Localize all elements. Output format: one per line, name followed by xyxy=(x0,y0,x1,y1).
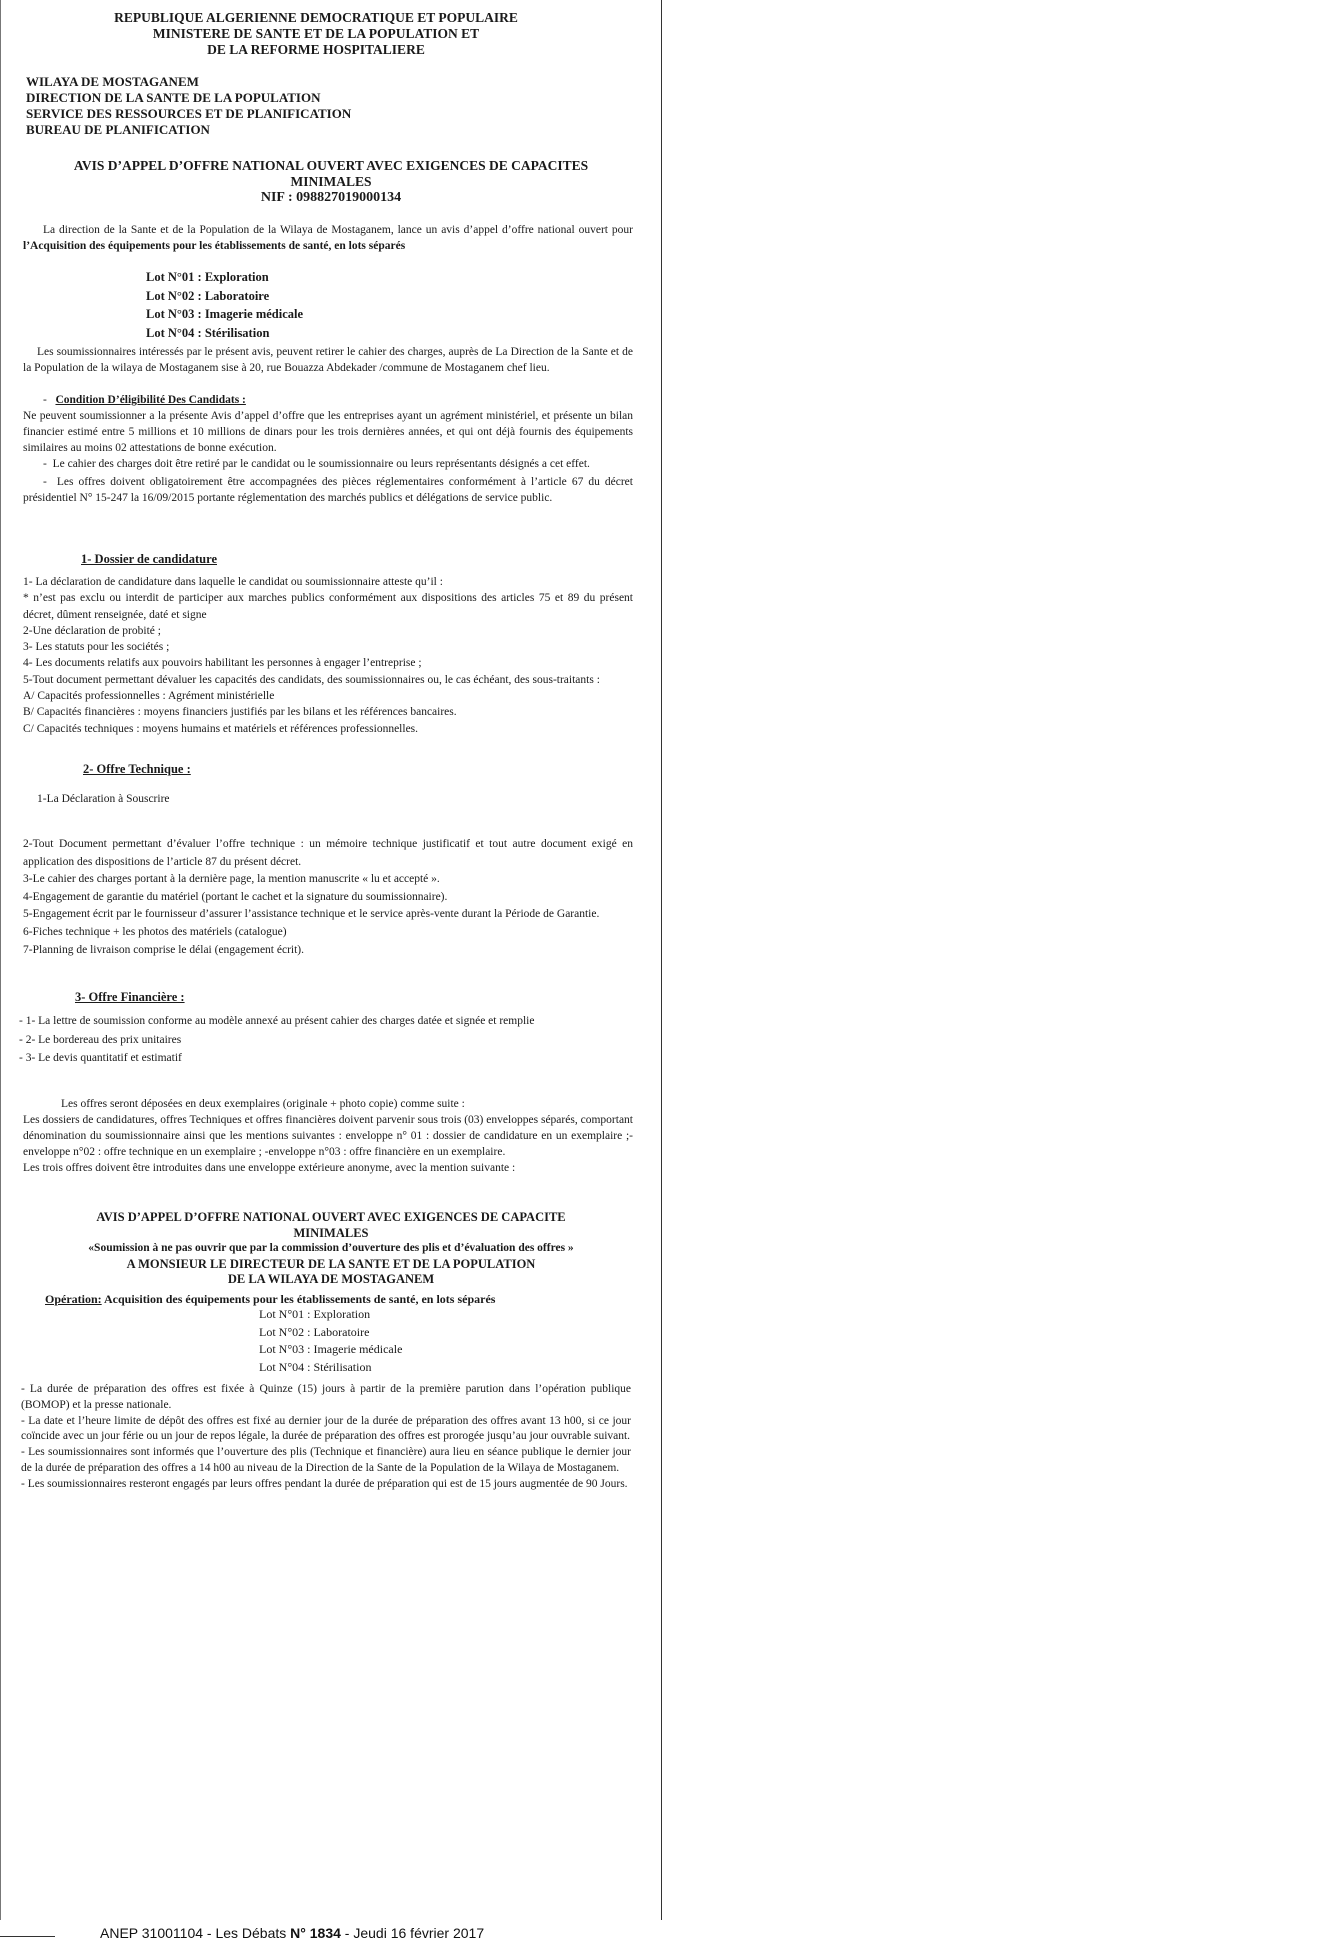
envelope-line-1: AVIS D’APPEL D’OFFRE NATIONAL OUVERT AVEC EXIGENCES DE CAPACITE xyxy=(96,1210,566,1224)
list-item: - 2- Le bordereau des prix unitaires xyxy=(19,1033,182,1046)
lot-item: Lot N°03 : Imagerie médicale xyxy=(259,1342,403,1356)
lot-item: Lot N°01 : Exploration xyxy=(146,270,269,284)
header-ministry-line-1: MINISTERE DE SANTE ET DE LA POPULATION ET xyxy=(152,26,480,41)
list-item: 3- Les statuts pour les sociétés ; xyxy=(23,641,170,654)
org-line-bureau: BUREAU DE PLANIFICATION xyxy=(26,122,210,137)
term-item: - Les soumissionnaires resteront engagés par leurs offres pendant la durée de préparation qui est de 15 jours augmentée de 90 Jours. xyxy=(21,1477,628,1490)
eligibility-text: Ne peuvent soumissionner a la présente Avis d’appel d’offre que les entreprises ayant un agrément ministériel, et présente un bilan financier estimé entre 5 millions et 10 millions de dinars pour les trois dernières années, et qui ont déjà fournis des équipements similaires au moins 02 attestations de bonne exécution. xyxy=(23,410,633,454)
title-line-2: MINIMALES xyxy=(290,174,372,189)
deposit-lead: Les offres seront déposées en deux exemplaires (originale + photo copie) comme suite : xyxy=(61,1098,465,1110)
org-line-service: SERVICE DES RESSOURCES ET DE PLANIFICATION xyxy=(26,106,352,121)
org-line-wilaya: WILAYA DE MOSTAGANEM xyxy=(26,74,199,89)
list-item: 2-Tout Document permettant d’évaluer l’offre technique : un mémoire technique justificatif et tout autre document exigé en application des dispositions de l’article 87 du présent décret. xyxy=(23,838,633,868)
deposit-text: Les dossiers de candidatures, offres Techniques et offres financières doivent parvenir sous trois (03) enveloppes séparés, comportant dénomination du soumissionnaire ainsi que les mentions suivantes : enveloppe n° 01 : dossier de candidature en un exemplaire ;- enveloppe n°02 : offre technique en un exemplaire ; -enveloppe n°03 : offre financière en un exemplaire. xyxy=(23,1114,633,1158)
nif-number: NIF : 098827019000134 xyxy=(260,190,402,205)
list-item: 1- La déclaration de candidature dans laquelle le candidat ou soumissionnaire atteste qu’il : xyxy=(23,576,443,588)
notice-title xyxy=(31,158,631,206)
footer-rule xyxy=(0,1936,55,1937)
list-item: C/ Capacités techniques : moyens humains et matériels et références professionnelles. xyxy=(23,722,419,735)
term-item: - La date et l’heure limite de dépôt des offres est fixé au dernier jour de la durée de préparation des offres avant 13 h00, si ce jour coïncide avec un jour férie ou un jour de repos légale, la durée de préparation des offres est prorogée jusqu’au jour ouvrable suivant. xyxy=(21,1414,631,1443)
term-item: - La durée de préparation des offres est fixée à Quinze (15) jours à partir de la première parution dans l’opération publique (BOMOP) et la presse nationale. xyxy=(21,1383,631,1411)
lot-item: Lot N°04 : Stérilisation xyxy=(146,325,270,340)
announcement-page xyxy=(0,0,662,1920)
eligibility-heading: Condition D’éligibilité Des Candidats : xyxy=(55,394,246,406)
list-item: 6-Fiches technique + les photos des matériels (catalogue) xyxy=(23,925,287,938)
operation-lots-list xyxy=(259,1306,402,1376)
lots-list xyxy=(146,268,303,342)
list-item: 7-Planning de livraison comprise le délai (engagement écrit). xyxy=(23,943,305,956)
org-line-direction: DIRECTION DE LA SANTE DE LA POPULATION xyxy=(26,90,321,105)
publication-footer xyxy=(0,1922,660,1946)
list-item: 3-Le cahier des charges portant à la dernière page, la mention manuscrite « lu et accepté ». xyxy=(23,873,440,886)
envelope-line-5: DE LA WILAYA DE MOSTAGANEM xyxy=(227,1272,435,1286)
organization-block xyxy=(26,74,351,138)
list-item: - 3- Le devis quantitatif et estimatif xyxy=(19,1052,182,1064)
list-item: A/ Capacités professionnelles : Agrément ministérielle xyxy=(23,690,275,703)
section-1-heading: 1- Dossier de candidature xyxy=(81,552,217,566)
lot-item: Lot N°03 : Imagerie médicale xyxy=(146,307,304,321)
operation-label: Opération: xyxy=(45,1292,102,1306)
list-item: 4-Engagement de garantie du matériel (portant le cachet et la signature du soumissionnaire). xyxy=(23,890,448,903)
list-item: 5-Tout document permettant dévaluer les capacités des candidats, des soumissionnaires ou, le cas échéant, des sous-traitants : xyxy=(23,673,600,686)
eligibility-bullet: Le cahier des charges doit être retiré par le candidat ou le soumissionnaire ou leurs représentants désignés a cet effet. xyxy=(52,458,590,470)
footer-reference: ANEP 31001104 - Les Débats xyxy=(100,1925,291,1941)
eligibility-section: - Condition D’éligibilité Des Candidats : Ne peuvent soumissionner a la présente Avis d’appel d’offre que les entreprises ayant un agrément ministériel, et présente un bilan financier estimé entre 5 millions et 10 millions de dinars pour les trois dernières années, et qui ont déjà fournis des équipements similaires au moins 02 attestations de bonne exécution. - Le cahier des charges doit être retiré par le candidat ou le soumissionnaire ou leurs représentants désignés a cet effet. - Les offres doivent obligatoirement être accompagnées des pièces réglementaires conformément à l’article 67 du décret présidentiel N° 15-247 la 16/09/2015 portante réglementation des marchés publics et délégations de service public. xyxy=(23,394,633,504)
lot-item: Lot N°02 : Laboratoire xyxy=(146,288,270,303)
envelope-mention xyxy=(41,1210,621,1288)
eligibility-bullet: Les offres doivent obligatoirement être accompagnées des pièces réglementaires conformément à l’article 67 du décret présidentiel N° 15-247 la 16/09/2015 portante réglementation des marchés publics et délégations de service public. xyxy=(23,476,633,504)
envelope-line-2: MINIMALES xyxy=(293,1225,369,1240)
intro-text: La direction de la Sante et de la Population de la Wilaya de Mostaganem, lance un avis d’appel d’offre national ouvert pour xyxy=(43,224,633,236)
term-item: - Les soumissionnaires sont informés que l’ouverture des plis (Technique et financière) aura lieu en séance publique le dernier jour de la durée de préparation des offres a 14 h00 au niveau de la Direction de la Sante de la Population de la Wilaya de Mostaganem. xyxy=(21,1446,631,1474)
envelope-line-3: «Soumission à ne pas ouvrir que par la commission d’ouverture des plis et d’évaluation des offres » xyxy=(88,1242,574,1254)
intro-paragraph xyxy=(23,222,633,254)
intro-object: l’Acquisition des équipements pour les établissements de santé, en lots séparés xyxy=(23,240,406,252)
footer-date: - Jeudi 16 février 2017 xyxy=(340,1925,485,1941)
list-item: 5-Engagement écrit par le fournisseur d’assurer l’assistance technique et le service après-vente durant la Période de Garantie. xyxy=(23,908,600,921)
list-item: 4- Les documents relatifs aux pouvoirs habilitant les personnes à engager l’entreprise ; xyxy=(23,657,422,670)
section-1-list xyxy=(23,574,633,737)
deposit-section xyxy=(23,1096,633,1176)
title-line-1: AVIS D’APPEL D’OFFRE NATIONAL OUVERT AVEC EXIGENCES DE CAPACITES xyxy=(73,158,589,173)
header xyxy=(96,10,536,58)
withdrawal-paragraph: Les soumissionnaires intéressés par le présent avis, peuvent retirer le cahier des charges, auprès de La Direction de la Sante et de la Population de la wilaya de Mostaganem sise à 20, rue Bouazza Abdekader /commune de Mostaganem chef lieu. xyxy=(23,346,633,374)
list-item: 2-Une déclaration de probité ; xyxy=(23,624,161,637)
list-item: B/ Capacités financières : moyens financiers justifiés par les bilans et les références bancaires. xyxy=(23,706,457,719)
deposit-outer-envelope: Les trois offres doivent être introduites dans une enveloppe extérieure anonyme, avec la mention suivante : xyxy=(23,1162,516,1174)
footer-issue-number: N° 1834 xyxy=(290,1925,341,1941)
lot-item: Lot N°01 : Exploration xyxy=(259,1307,371,1321)
section-2-list xyxy=(23,836,633,959)
terms-list xyxy=(21,1382,631,1493)
header-ministry-line-2: DE LA REFORME HOSPITALIERE xyxy=(207,42,425,57)
section-3-heading: 3- Offre Financière : xyxy=(75,990,185,1004)
operation-text: Acquisition des équipements pour les établissements de santé, en lots séparés xyxy=(101,1292,496,1306)
list-item: * n’est pas exclu ou interdit de participer aux marches publics conformément aux dispositions des articles 75 et 89 du présent décret, dûment renseignée, daté et signe xyxy=(23,592,633,621)
operation-line xyxy=(45,1292,495,1307)
lot-item: Lot N°04 : Stérilisation xyxy=(259,1359,372,1374)
section-3-list xyxy=(19,1012,629,1068)
header-republic: REPUBLIQUE ALGERIENNE DEMOCRATIQUE ET POPULAIRE xyxy=(114,10,518,25)
envelope-line-4: A MONSIEUR LE DIRECTEUR DE LA SANTE ET DE LA POPULATION xyxy=(126,1256,536,1271)
section-2-heading: 2- Offre Technique : xyxy=(83,762,191,776)
lot-item: Lot N°02 : Laboratoire xyxy=(259,1324,370,1339)
list-item: - 1- La lettre de soumission conforme au modèle annexé au présent cahier des charges datée et signée et remplie xyxy=(19,1015,535,1027)
section-2-first-item: 1-La Déclaration à Souscrire xyxy=(37,793,170,805)
